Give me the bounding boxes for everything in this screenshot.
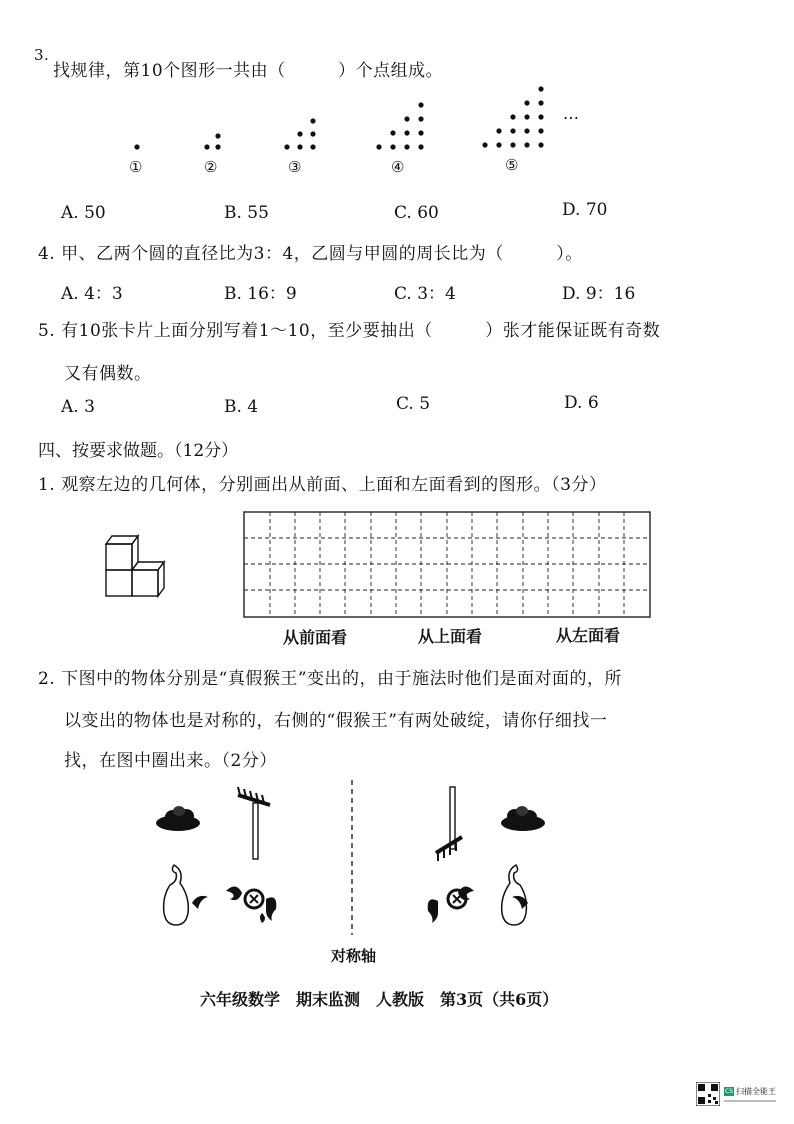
dot [418,130,423,135]
dot [482,142,487,147]
q4-option-b: B. 16：9 [224,284,297,304]
q4-option-c: C. 3：4 [394,284,456,304]
dot [310,118,315,123]
q3-option-d: D. 70 [562,200,608,220]
dot [510,142,515,147]
scanner-watermark [696,1082,776,1106]
label-front-view: 从前面看 [283,628,348,647]
axis-label: 对称轴 [331,947,377,965]
dot [496,142,501,147]
dot [524,142,529,147]
ornament-left [226,886,276,923]
dot [510,114,515,119]
dot [524,100,529,105]
q5-text-line1: 5. 有10张卡片上面分别写着1～10，至少要抽出（ ）张才能保证既有奇数 [38,321,661,341]
q3-ellipsis: … [563,104,579,123]
dot [418,116,423,121]
p2-text-line1: 2. 下图中的物体分别是“真假猴王”变出的，由于施法时他们是面对面的，所 [38,669,623,689]
q5-option-b: B. 4 [224,397,259,417]
p2-text-line2: 以变出的物体也是对称的，右侧的“假猴王”有两处破绽，请你仔细找一 [64,711,608,731]
q5-text-line2: 又有偶数。 [64,364,152,384]
dot [297,131,302,136]
dot [538,100,543,105]
figure-label-1: ① [129,158,143,176]
q4-option-a: A. 4：3 [61,284,123,304]
dot [496,128,501,133]
dot [538,114,543,119]
drawing-grid [243,511,653,621]
q5-option-a: A. 3 [61,397,95,417]
q4-text: 4. 甲、乙两个圆的直径比为3：4，乙圆与甲圆的周长比为（ ）。 [38,244,583,264]
figure-label-2: ② [204,158,218,176]
ornament-right [428,886,474,923]
dot [297,144,302,149]
qr-code-icon [696,1082,720,1106]
dot [390,144,395,149]
q3-number: 3. [34,46,50,64]
vase-left [164,865,189,925]
q5-option-d: D. 6 [564,393,599,413]
peach-plate-left [156,806,200,831]
dot [510,128,515,133]
dot [215,144,220,149]
dot [404,144,409,149]
section-title: 四、按要求做题。（12分） [38,441,239,461]
rake-left [238,787,270,859]
cube-solid-figure [100,532,172,604]
vase-right [502,865,527,925]
q5-option-c: C. 5 [396,394,431,414]
dot [418,144,423,149]
dot [538,142,543,147]
dot [284,144,289,149]
dot [524,128,529,133]
q3-option-c: C. 60 [394,203,439,223]
dot [204,144,209,149]
dot [310,131,315,136]
dot [404,116,409,121]
figure-label-5: ⑤ [505,156,519,174]
dot [376,144,381,149]
dot [390,130,395,135]
q3-option-b: B. 55 [224,203,269,223]
dot [538,86,543,91]
scanner-name: 扫描全能王 [736,1087,776,1096]
q3-text: 找规律，第10个图形一共由（ ）个点组成。 [53,61,444,81]
dot [134,144,139,149]
peach-plate-right [501,806,545,831]
symmetry-illustration [140,775,560,945]
label-left-view: 从左面看 [556,626,621,645]
dot [404,130,409,135]
rake-right [436,787,462,861]
dot [310,144,315,149]
cs-logo-icon: CS [725,1088,733,1095]
label-top-view: 从上面看 [418,627,483,646]
q4-option-d: D. 9：16 [562,284,636,304]
page-footer: 六年级数学 期末监测 人教版 第3页（共6页） [200,990,559,1009]
dot [538,128,543,133]
figure-label-3: ③ [288,158,302,176]
dot [418,102,423,107]
p2-text-line3: 找，在图中圈出来。（2分） [64,751,277,771]
leaf-left [192,896,208,909]
q3-option-a: A. 50 [61,203,106,223]
p1-text: 1. 观察左边的几何体，分别画出从前面、上面和左面看到的图形。（3分） [38,475,607,495]
dot [524,114,529,119]
figure-label-4: ④ [391,158,405,176]
dot [215,133,220,138]
